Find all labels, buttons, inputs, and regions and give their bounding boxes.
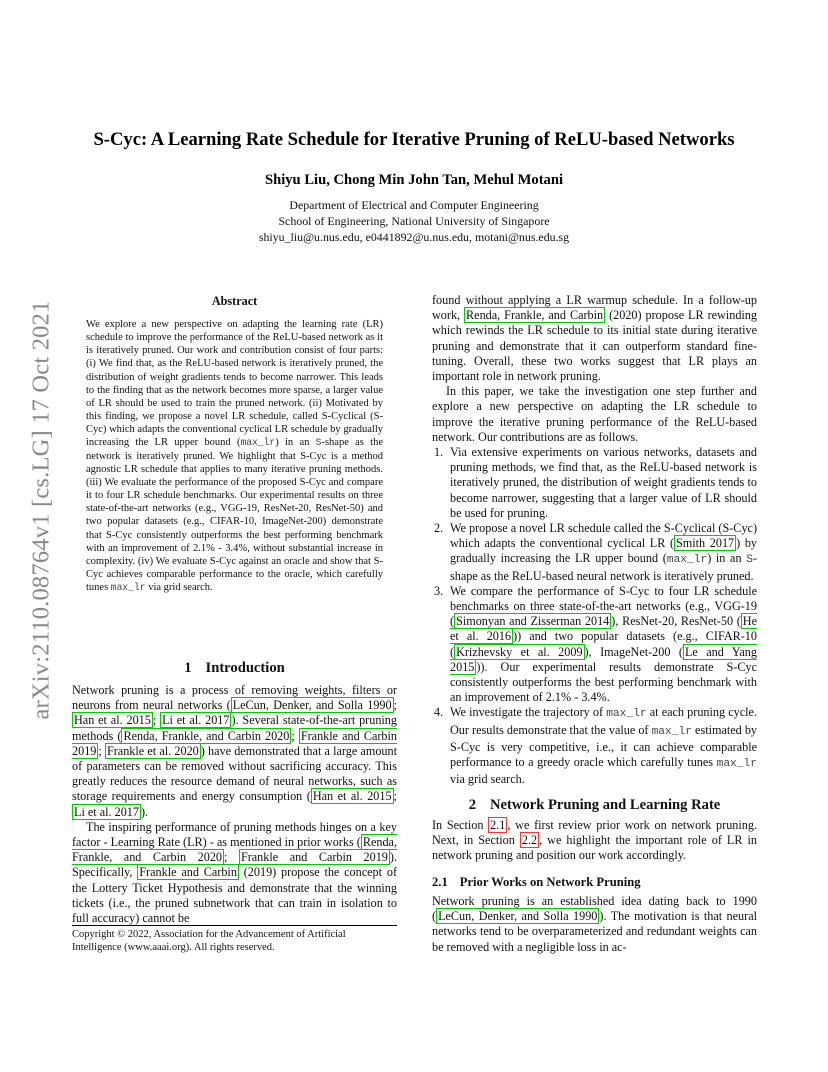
citation-link[interactable]: Frankle and Carbin 2019	[72, 728, 398, 758]
citation-link[interactable]: Frankle et al. 2020	[106, 743, 199, 758]
list-item	[432, 705, 757, 787]
text: ). Several state-of-the-art pruning methods (	[72, 713, 397, 743]
citation-link[interactable]: Renda, Frankle, and Carbin 2020	[123, 728, 290, 743]
code-max-lr: max_lr	[110, 582, 146, 594]
text: ;	[393, 789, 397, 804]
section-2-1-text	[432, 894, 757, 955]
list-item	[432, 584, 757, 706]
abstract-part: via grid search.	[145, 582, 213, 594]
text: )) and two popular datasets (e.g., CIFAR-10 (	[450, 629, 757, 659]
subsection-title: Prior Works on Network Pruning	[459, 875, 641, 889]
list-number: 3.	[434, 583, 444, 598]
text: ). Specifically,	[72, 850, 398, 880]
text: ;	[98, 743, 105, 758]
text: The inspiring performance of pruning methods hinges on a key factor - Learning Rate (LR) - as mentioned in prior works (	[72, 819, 397, 850]
citation-link[interactable]: Li et al. 2017	[162, 713, 230, 728]
abstract-part: We explore a new perspective on adapting the learning rate (LR) schedule to improve the performance of the ReLU-based network as it is iteratively pruned. Our work and contribution consist of four parts: (i) We find that, as the ReLU-based network is iteratively pruned, the distribution of weight gradients tends to become narrower. This leads to the finding that as the network becomes more sparse, a larger value of LR should be used to train the pruned network. (ii) Motivated by this finding, we propose a novel LR schedule, called S-Cyclical (S-Cyc) which adapts the conventional cyclical LR schedule by gradually increasing the LR upper bound (	[86, 319, 383, 449]
text: -shape as the ReLU-based neural network is iteratively pruned.	[450, 551, 757, 583]
subsection-number: 2.1	[432, 875, 448, 889]
subsection-heading-prior-works	[432, 875, 641, 890]
text: found without applying a LR warmup schedule. In a follow-up work,	[432, 293, 757, 323]
affiliation-school: School of Engineering, National University of Singapore	[278, 214, 550, 228]
affiliation-department: Department of Electrical and Computer Engineering	[289, 198, 539, 212]
arxiv-identifier: arXiv:2110.08764v1 [cs.LG] 17 Oct 2021	[28, 300, 56, 720]
introduction-body	[72, 683, 397, 926]
text: (2020) propose LR rewinding which rewinds the LR schedule to its initial state during iterative pruning and demonstrate that it can outperform standard fine-tuning. Overall, these two works suggest that LR plays an important role in network pruning.	[432, 308, 757, 384]
section-heading-network-pruning	[432, 797, 757, 814]
text: at each pruning cycle. Our results demonstrate that the value of	[450, 705, 757, 737]
text: In this paper, we take the investigation one step further and explore a new perspective on adapting the LR schedule to improve the iterative pruning performance of the ReLU-based network. Our contributions are as follows.	[432, 384, 757, 444]
citation-link[interactable]: Li et al. 2017	[74, 804, 139, 819]
list-item	[432, 445, 757, 521]
text: estimated by S-Cyc is very competitive, i.e., it can achieve comparable performance to a greedy oracle which carefully tunes	[450, 722, 758, 770]
code-max-lr: max_lr	[716, 758, 757, 771]
abstract-part: -shape as the network is iteratively pruned. We highlight that S-Cyc is a method agnostic LR schedule that applies to many iterative pruning methods. (iii) We evaluate the performance of the proposed S-Cyc and compare it to four LR schedule benchmarks. Our experimental results on three state-of-the-art networks (e.g., VGG-19, ResNet-20, ResNet-50) and two popular datasets (e.g., CIFAR-10, ImageNet-200) demonstrate that S-Cyc consistently outperforms the best performing benchmark with an improvement of 2.1% - 3.4%, without substantial increase in complexity. (iv) We evaluate S-Cyc against an oracle and show that S-Cyc achieves comparable performance to the oracle, which carefully tunes	[86, 437, 383, 594]
text: Network pruning is an established idea dating back to 1990 (	[432, 894, 757, 924]
text: ) by gradually increasing the LR upper bound (	[450, 536, 758, 566]
text: In Section	[432, 818, 489, 832]
citation-link[interactable]: Renda, Frankle, and Carbin	[466, 308, 604, 323]
text: ) in an	[707, 551, 747, 566]
text: We investigate the trajectory of	[450, 705, 607, 720]
code-s: S	[746, 554, 753, 567]
paragraph	[72, 820, 397, 926]
code-max-lr: max_lr	[651, 725, 692, 738]
paragraph	[72, 683, 397, 820]
code-max-lr: max_lr	[606, 708, 647, 721]
author-list: Shiyu Liu, Chong Min John Tan, Mehul Motani	[264, 172, 564, 188]
text: We propose a novel LR schedule called the S-Cyclical (S-Cyc) which adapts the conventional cyclical LR (	[450, 521, 757, 551]
text: , we highlight the important role of LR in network pruning and position our work accordingly.	[432, 833, 757, 863]
section-ref-link[interactable]: 2.1	[490, 818, 506, 832]
text: ), ImageNet-200 (	[584, 644, 683, 659]
text: ;	[291, 728, 299, 743]
code-s: S	[315, 437, 322, 449]
paragraph-continuation	[432, 293, 757, 384]
citation-link[interactable]: Han et al. 2015	[312, 789, 392, 804]
text: )). Our experimental results demonstrate S-Cyc consistently outperforms the best performing benchmark with an improvement of 2.1% - 3.4%.	[450, 659, 757, 705]
citation-link[interactable]: Le and Yang 2015	[450, 644, 757, 674]
footnote-rule	[72, 925, 397, 926]
section-title: Introduction	[205, 660, 285, 676]
list-number: 4.	[434, 705, 444, 720]
abstract-heading: Abstract	[211, 294, 258, 308]
section-title: Network Pruning and Learning Rate	[490, 797, 721, 813]
text: ). The motivation is that neural networks tend to be overparameterized and redundant weights can be removed with a negligible loss in ac-	[432, 909, 757, 954]
text: Network pruning is a process of removing weights, filters or neurons from neural networks (	[72, 683, 397, 713]
text: ) have demonstrated that a large amount of parameters can be removed without sacrificing accuracy. This greatly reduces the resource demand of neural networks, such as storage requirements and energy consumption (	[72, 743, 397, 804]
paper-title: S-Cyc: A Learning Rate Schedule for Iterative Pruning of ReLU-based Networks	[93, 129, 735, 150]
text: , we first review prior work on network pruning. Next, in Section	[432, 818, 757, 848]
list-number: 1.	[434, 445, 444, 460]
abstract-part: ) in an	[275, 437, 316, 449]
paragraph	[432, 384, 757, 445]
code-max-lr: max_lr	[240, 437, 276, 449]
text: ;	[224, 850, 239, 865]
section-number: 1	[184, 660, 192, 676]
abstract-text	[86, 318, 383, 594]
section-ref-link[interactable]: 2.2	[521, 833, 538, 848]
citation-link[interactable]: Han et al. 2015	[74, 713, 151, 728]
text: ).	[140, 804, 149, 819]
section-2-intro-text	[432, 818, 757, 864]
paragraph	[432, 894, 757, 955]
introduction-body-continued	[432, 293, 757, 788]
list-number: 2.	[434, 521, 444, 536]
code-max-lr: max_lr	[666, 554, 708, 567]
citation-link[interactable]: LeCun, Denker, and Solla 1990	[232, 698, 392, 713]
text: ;	[152, 713, 161, 728]
list-item	[432, 521, 757, 584]
text: ;	[393, 698, 397, 713]
contribution-list	[432, 445, 757, 787]
citation-link[interactable]: Frankle and Carbin 2019	[240, 850, 388, 865]
citation-link[interactable]: Smith 2017	[676, 536, 735, 551]
citation-link[interactable]: Renda, Frankle, and Carbin 2020	[72, 835, 397, 865]
citation-link[interactable]: LeCun, Denker, and Solla 1990	[438, 909, 598, 924]
text: We compare the performance of S-Cyc to four LR schedule benchmarks on three state-of-the-art networks (e.g., VGG-19 (	[450, 583, 757, 629]
copyright-notice: Copyright © 2022, Association for the Advancement of Artificial Intelligence (www.aaai.org). All rights reserved.	[72, 929, 346, 954]
paragraph	[432, 818, 757, 864]
section-number: 2	[468, 797, 477, 813]
text: Via extensive experiments on various networks, datasets and pruning methods, we find that, as the ReLU-based network is iteratively pruned, the distribution of weight gradients tends to become narrower, suggesting that a larger value of LR should be used for pruning.	[450, 445, 757, 520]
citation-link[interactable]: Frankle and Carbin	[139, 865, 237, 880]
affiliation-block	[0, 197, 828, 245]
citation-link[interactable]: Simonyan and Zisserman 2014	[456, 614, 610, 629]
text: ), ResNet-20, ResNet-50 (	[611, 614, 741, 629]
author-emails: shiyu_liu@u.nus.edu, e0441892@u.nus.edu, motani@nus.edu.sg	[258, 230, 570, 244]
arxiv-identifier-stamp	[22, 290, 62, 730]
text: (2019) propose the concept of the Lottery Ticket Hypothesis and demonstrate that the winning tickets (i.e., the pruned subnetwork that can train in isolation to full accuracy) cannot be	[72, 865, 398, 926]
text: via grid search.	[450, 772, 525, 787]
section-heading-introduction	[72, 660, 397, 677]
citation-link[interactable]: He et al. 2016	[450, 614, 757, 644]
citation-link[interactable]: Krizhevsky et al. 2009	[456, 644, 583, 659]
